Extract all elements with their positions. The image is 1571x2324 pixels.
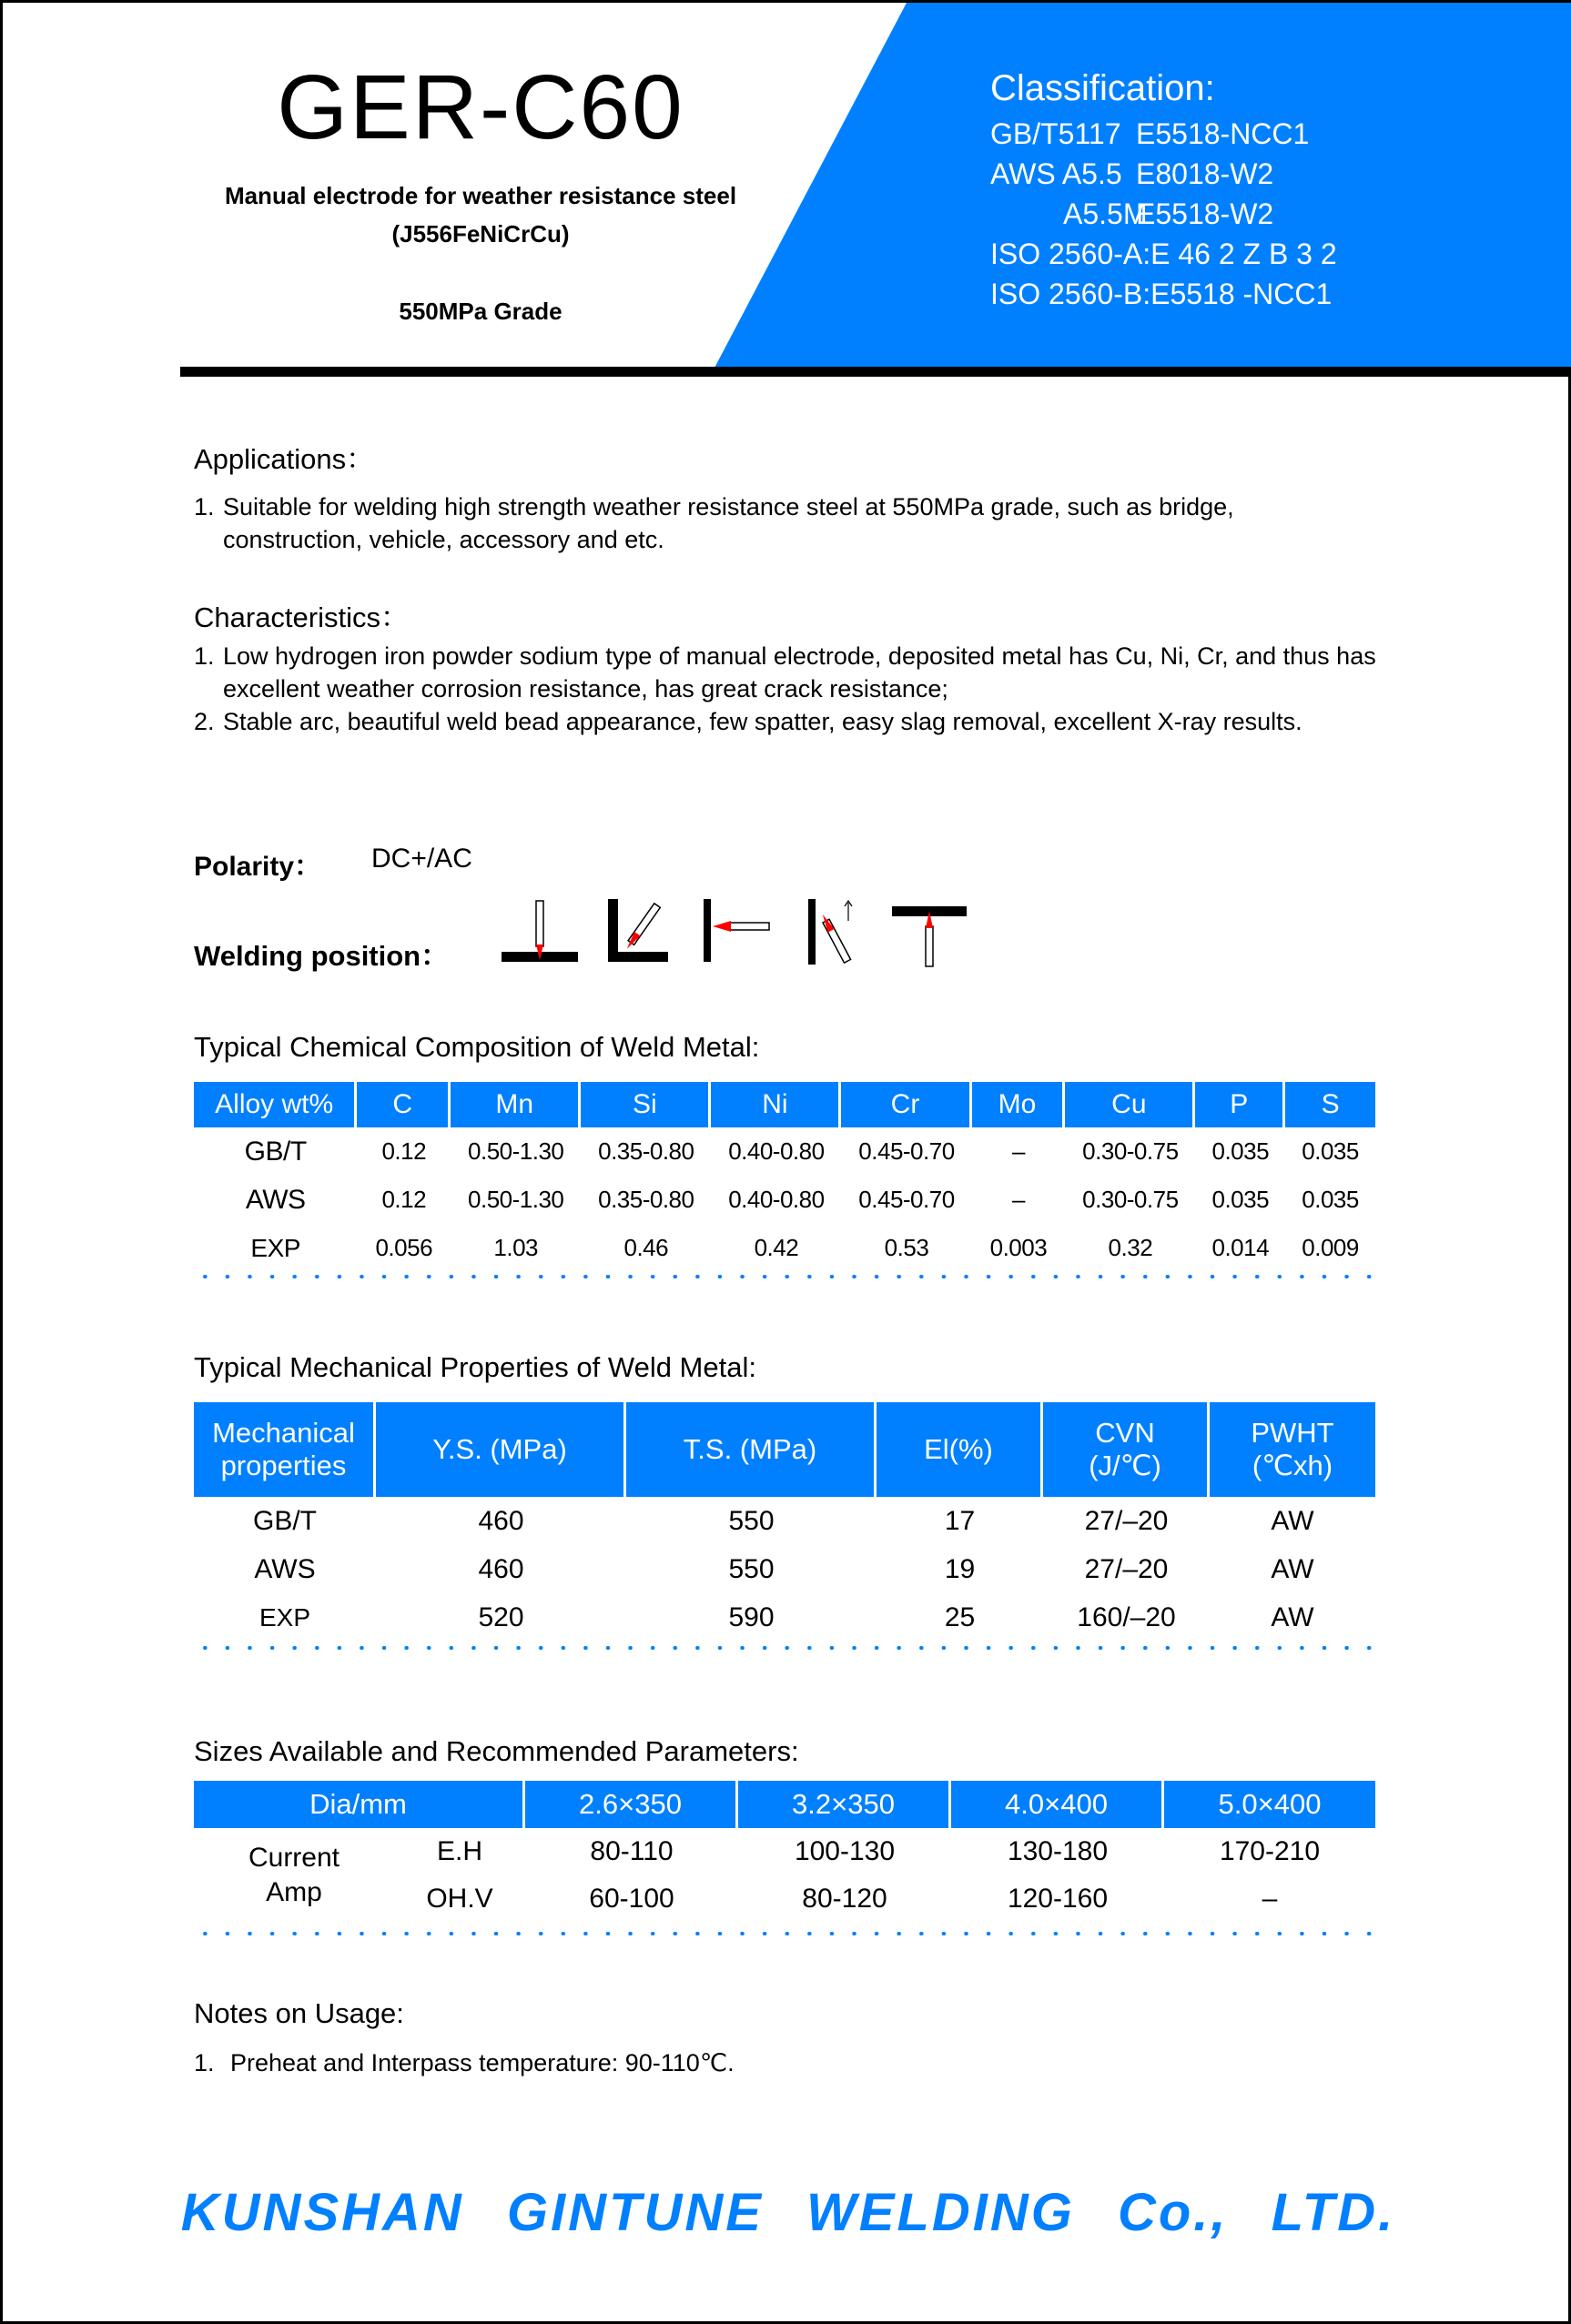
cell: 0.40-0.80	[728, 1137, 825, 1165]
cell: 460	[478, 1505, 524, 1536]
column-header: P	[1195, 1082, 1285, 1127]
column-header	[626, 1402, 877, 1497]
dotted-divider	[194, 1275, 1375, 1278]
cell: 520	[478, 1602, 524, 1632]
cell: 27/–20	[1084, 1553, 1169, 1584]
product-grade: 550MPa Grade	[399, 298, 563, 325]
column-header: Si	[581, 1082, 711, 1127]
table-row	[194, 1593, 1375, 1642]
column-header: 5.0×400	[1164, 1781, 1375, 1828]
horizontal-position-icon	[704, 899, 776, 967]
column-header: Dia/mm	[194, 1781, 525, 1828]
table-row	[194, 1828, 1375, 1875]
header-line: PWHT	[1251, 1417, 1334, 1449]
column-header: Alloy wt%	[194, 1082, 357, 1127]
column-header: 3.2×350	[738, 1781, 951, 1828]
column-header: Mn	[451, 1082, 581, 1127]
list-item	[194, 490, 1377, 556]
row-label: E.H	[436, 1836, 482, 1866]
chemical-title: Typical Chemical Composition of Weld Metal:	[194, 1031, 760, 1063]
table-row	[194, 1224, 1375, 1272]
cell: 550	[728, 1553, 775, 1584]
item-number: 1.	[194, 493, 215, 520]
row-group-line: Amp	[266, 1877, 322, 1907]
column-header: Cr	[841, 1082, 971, 1127]
header-line: CVN	[1095, 1417, 1155, 1449]
cell: 0.12	[381, 1137, 427, 1165]
characteristics-list	[194, 640, 1377, 738]
cell: 0.40-0.80	[728, 1186, 825, 1213]
column-header: S	[1285, 1082, 1375, 1127]
applications-title: Applications：	[194, 443, 375, 475]
product-equivalent: (J556FeNiCrCu)	[391, 220, 570, 248]
table-header-row	[194, 1402, 1375, 1497]
notes-title: Notes on Usage:	[194, 1997, 404, 2029]
column-header	[1043, 1402, 1210, 1497]
cell: –	[1262, 1884, 1278, 1914]
list-item	[194, 640, 1377, 705]
header-line: Mechanical	[212, 1417, 355, 1449]
cell: 0.45-0.70	[858, 1186, 955, 1213]
item-text: Preheat and Interpass temperature: 90-110℃.	[230, 2049, 735, 2076]
column-header: Mo	[972, 1082, 1066, 1127]
row-label: GB/T	[244, 1136, 307, 1167]
column-header	[877, 1402, 1043, 1497]
cell: 460	[478, 1553, 524, 1584]
cell: 0.30-0.75	[1082, 1137, 1179, 1165]
applications-list	[194, 490, 1377, 556]
cell: 0.46	[623, 1234, 669, 1261]
classification-value: E5518 -NCC1	[1150, 278, 1333, 310]
table-header-row	[194, 1781, 1375, 1828]
cell: 0.42	[754, 1234, 799, 1261]
vertical-up-position-icon	[808, 899, 863, 972]
cell: 0.12	[381, 1186, 427, 1213]
row-label: GB/T	[252, 1505, 317, 1536]
classification-row	[990, 154, 1337, 194]
cell: 0.30-0.75	[1082, 1186, 1179, 1213]
classification-row	[990, 194, 1337, 234]
table-row	[194, 1545, 1375, 1593]
header-line: (J/℃)	[1089, 1450, 1161, 1481]
cell: 1.03	[493, 1234, 538, 1261]
cell: 590	[728, 1602, 775, 1632]
classification-standard: ISO 2560-B:	[990, 278, 1151, 310]
sizes-parameters-table	[194, 1781, 1375, 1923]
table-row	[194, 1497, 1375, 1545]
classification-standard: A5.5M	[1063, 197, 1148, 230]
flat-position-icon	[502, 899, 578, 967]
table-header-row	[194, 1082, 1375, 1127]
classification-standard: AWS A5.5	[990, 157, 1122, 190]
cell: 0.32	[1108, 1234, 1153, 1261]
classification-standard: ISO 2560-A:	[990, 237, 1151, 270]
cell: 80-120	[802, 1884, 887, 1914]
cell: 80-110	[590, 1836, 674, 1866]
welding-position-label: Welding position：	[194, 940, 450, 972]
classification-value: E 46 2 Z B 3 2	[1150, 237, 1337, 270]
header-line: (℃xh)	[1252, 1450, 1333, 1481]
row-label: EXP	[258, 1602, 311, 1632]
cell: 19	[944, 1553, 976, 1584]
column-header: C	[357, 1082, 451, 1127]
notes-list	[194, 2046, 1377, 2079]
cell: 0.35-0.80	[598, 1137, 694, 1165]
header-line: T.S. (MPa)	[683, 1433, 817, 1465]
mechanical-title: Typical Mechanical Properties of Weld Metal:	[194, 1351, 756, 1383]
cell: 0.056	[375, 1234, 433, 1261]
horizontal-fillet-position-icon	[608, 899, 672, 967]
item-number: 1.	[194, 642, 215, 670]
characteristics-title: Characteristics：	[194, 601, 409, 633]
cell: 160/–20	[1077, 1602, 1176, 1632]
column-header	[1210, 1402, 1375, 1497]
cell: AW	[1271, 1602, 1314, 1632]
column-header	[376, 1402, 626, 1497]
item-text: Stable arc, beautiful weld bead appearance, few spatter, easy slag removal, excellent X-ray results.	[223, 708, 1302, 735]
cell: 130-180	[1007, 1836, 1109, 1866]
mechanical-properties-table	[194, 1402, 1375, 1642]
cell: 0.035	[1302, 1137, 1359, 1165]
polarity-value: DC+/AC	[371, 844, 472, 874]
cell: AW	[1271, 1553, 1314, 1584]
sizes-title: Sizes Available and Recommended Parameters:	[194, 1735, 799, 1767]
cell: 0.035	[1211, 1186, 1270, 1213]
classification-value: E5518-W2	[1136, 197, 1274, 230]
classification-row	[990, 234, 1337, 274]
item-text: Suitable for welding high strength weather resistance steel at 550MPa grade, such as bridge, construction, vehicle, accessory and etc.	[223, 493, 1234, 553]
item-number: 1.	[194, 2049, 215, 2076]
cell: 0.50-1.30	[468, 1137, 564, 1165]
overhead-position-icon	[892, 899, 967, 967]
classification-block	[990, 65, 1337, 314]
column-header: Ni	[711, 1082, 841, 1127]
cell: 25	[944, 1602, 976, 1632]
item-number: 2.	[194, 708, 215, 735]
cell: 0.014	[1211, 1234, 1270, 1261]
column-header: 2.6×350	[525, 1781, 738, 1828]
cell: 550	[728, 1505, 775, 1536]
cell: –	[1011, 1137, 1025, 1165]
chemical-composition-table	[194, 1082, 1375, 1272]
column-header	[194, 1402, 376, 1497]
cell: 27/–20	[1084, 1505, 1169, 1536]
product-description: Manual electrode for weather resistance steel	[224, 182, 737, 209]
cell: 0.35-0.80	[598, 1186, 694, 1213]
cell: 0.45-0.70	[858, 1137, 955, 1165]
product-code: GER-C60	[277, 56, 684, 158]
row-group-label	[194, 1828, 394, 1923]
classification-value: E8018-W2	[1136, 157, 1274, 190]
dotted-divider	[194, 1646, 1375, 1650]
cell: 100-130	[794, 1836, 896, 1866]
column-header: 4.0×400	[951, 1781, 1164, 1828]
dotted-divider	[194, 1932, 1375, 1935]
header-line: El(%)	[924, 1433, 993, 1465]
header-divider	[180, 367, 1571, 377]
table-row	[194, 1127, 1375, 1176]
list-item	[194, 705, 1377, 738]
cell: 170-210	[1219, 1836, 1321, 1866]
cell: 120-160	[1007, 1884, 1109, 1914]
classification-row	[990, 114, 1337, 154]
cell: AW	[1271, 1505, 1314, 1536]
classification-row	[990, 274, 1337, 314]
column-header: Cu	[1065, 1082, 1195, 1127]
row-group-line: Current	[248, 1843, 340, 1873]
classification-value: E5518-NCC1	[1136, 117, 1310, 150]
welding-position-icons	[499, 899, 972, 972]
cell: –	[1011, 1186, 1025, 1213]
row-label: EXP	[250, 1233, 300, 1262]
header-line: Y.S. (MPa)	[432, 1433, 567, 1465]
row-label: OH.V	[426, 1884, 493, 1914]
item-text: Low hydrogen iron powder sodium type of manual electrode, deposited metal has Cu, Ni, Cr, and thus has excellent weather corrosion resistance, has great crack resistance;	[223, 642, 1376, 702]
cell: 0.53	[884, 1234, 929, 1261]
header-line: properties	[220, 1450, 347, 1481]
cell: 0.009	[1302, 1234, 1359, 1261]
table-row	[194, 1176, 1375, 1224]
row-label: AWS	[254, 1553, 316, 1584]
company-name: KUNSHAN GINTUNE WELDING Co., LTD.	[180, 2183, 1396, 2242]
cell: 17	[944, 1505, 976, 1536]
classification-title: Classification:	[990, 68, 1215, 108]
list-item	[194, 2046, 1377, 2079]
row-label: AWS	[245, 1184, 306, 1215]
classification-standard: GB/T5117	[990, 117, 1121, 150]
cell: 0.035	[1211, 1137, 1270, 1165]
cell: 0.035	[1302, 1186, 1359, 1213]
polarity-label: Polarity：	[194, 852, 322, 882]
cell: 60-100	[589, 1884, 674, 1914]
cell: 0.50-1.30	[468, 1186, 564, 1213]
cell: 0.003	[989, 1234, 1048, 1261]
